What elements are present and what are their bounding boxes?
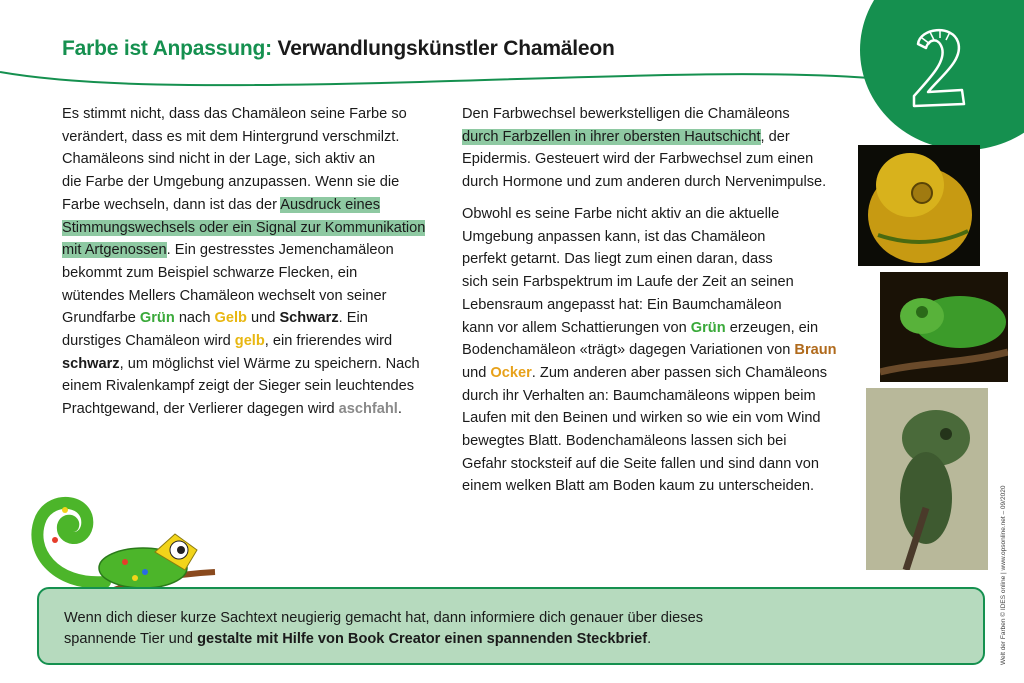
info-box <box>37 587 985 665</box>
text-segment: durstiges Chamäleon wird <box>62 333 235 350</box>
page-title <box>62 37 615 61</box>
title-subject: Verwandlungskünstler Chamäleon <box>271 37 615 60</box>
text-line <box>62 126 425 149</box>
photo-veiled-chameleon <box>866 388 988 570</box>
text-line <box>62 194 425 217</box>
text-line <box>64 629 703 650</box>
text-segment: . Zum anderen aber passen sich Chamäleons <box>531 364 828 381</box>
info-box-text <box>64 608 703 650</box>
text-segment: und <box>462 364 491 381</box>
text-line <box>62 262 425 285</box>
text-segment: , der <box>760 128 790 145</box>
text-segment: bewegtes Blatt. Bodenchamäleons lassen sich bei <box>462 433 787 450</box>
text-line <box>62 148 425 171</box>
text-line <box>462 271 837 294</box>
text-line <box>62 285 425 308</box>
emphasized-text: Schwarz <box>279 310 339 327</box>
text-line <box>462 407 837 430</box>
text-segment: Laufen mit den Beinen und wirken so wie ein vom Wind <box>462 410 821 427</box>
text-line <box>462 385 837 408</box>
text-line <box>462 430 837 453</box>
right-text-paragraph-2 <box>462 203 837 498</box>
emphasized-text: Grün <box>139 310 175 327</box>
text-segment: einem Rivalenkampf zeigt der Sieger sein leuchtendes <box>62 378 415 395</box>
highlighted-text: Stimmungswechsels oder ein Signal zur Kommunikation <box>62 219 426 236</box>
left-text-column <box>62 103 425 421</box>
text-segment: sich sein Farbspektrum im Laufe der Zeit an seinen <box>462 274 794 291</box>
text-line <box>62 171 425 194</box>
emphasized-text: gestalte mit Hilfe von Book Creator einen spannenden Steckbrief <box>197 631 648 647</box>
text-segment: Obwohl es seine Farbe nicht aktiv an die aktuelle <box>462 206 780 222</box>
text-segment: durch Hormone und zum anderen durch Nervenimpulse. <box>462 174 827 191</box>
text-segment: Grundfarbe <box>62 310 140 327</box>
title-underline-wave <box>0 60 880 90</box>
emphasized-text: Ocker <box>490 364 532 381</box>
text-segment: Bodenchamäleon «trägt» dagegen Variationen von <box>462 342 795 359</box>
text-line <box>62 398 425 421</box>
text-line <box>62 375 425 398</box>
text-segment: Gefahr stocksteif auf die Seite fallen und sind dann von <box>462 455 819 472</box>
text-line <box>462 475 837 498</box>
svg-text:2: 2 <box>900 22 901 23</box>
photo-yellow-chameleon <box>858 145 980 266</box>
text-line <box>462 362 837 385</box>
text-line <box>462 103 826 126</box>
text-line <box>462 339 837 362</box>
emphasized-text: Gelb <box>214 310 247 327</box>
text-segment: Chamäleons sind nicht in der Lage, sich aktiv an <box>62 151 376 168</box>
text-segment: bekommt zum Beispiel schwarze Flecken, ein <box>62 264 358 281</box>
text-line <box>462 248 837 271</box>
text-segment: durch ihr Verhalten an: Baumchamäleons wippen beim <box>462 387 816 404</box>
title-topic: Farbe ist Anpassung: <box>62 37 272 60</box>
text-segment: . <box>647 631 652 647</box>
text-segment: Lebensraum angepasst hat: Ein Baumchamäleon <box>462 296 782 313</box>
text-segment: . Ein gestresstes Jemenchamäleon <box>166 242 394 259</box>
text-segment: , um möglichst viel Wärme zu speichern. Nach <box>119 355 420 372</box>
text-segment: einem welken Blatt am Boden kaum zu unterscheiden. <box>462 478 815 495</box>
text-segment: Es stimmt nicht, dass das Chamäleon seine Farbe so <box>62 106 407 122</box>
text-segment: Umgebung anpassen kann, ist das Chamäleon <box>462 228 766 245</box>
highlighted-text: Ausdruck eines <box>280 196 381 213</box>
text-line <box>64 608 703 629</box>
text-line <box>462 148 826 171</box>
text-segment: . <box>397 401 402 418</box>
text-segment: Farbe wechseln, dann ist das der <box>62 196 281 213</box>
text-segment: perfekt getarnt. Das liegt zum einen daran, dass <box>462 251 773 268</box>
emphasized-text: Braun <box>794 342 837 359</box>
text-segment: kann vor allem Schattierungen von <box>462 319 691 336</box>
text-segment: wütendes Mellers Chamäleon wechselt von seiner <box>62 287 387 304</box>
highlighted-text: durch Farbzellen in ihrer obersten Hautschicht <box>462 128 761 145</box>
text-line <box>462 171 826 194</box>
emphasized-text: aschfahl <box>338 401 398 418</box>
text-segment: , ein frierendes wird <box>264 333 393 350</box>
text-segment: Epidermis. Gesteuert wird der Farbwechsel zum einen <box>462 151 814 168</box>
text-line <box>462 317 837 340</box>
text-line <box>462 203 837 226</box>
text-segment: verändert, dass es mit dem Hintergrund verschmilzt. <box>62 128 400 145</box>
text-line <box>62 217 425 240</box>
text-line <box>462 126 826 149</box>
photo-green-chameleon <box>880 272 1008 382</box>
chapter-number-2 <box>900 22 980 112</box>
emphasized-text: schwarz <box>62 355 120 372</box>
text-line <box>62 353 425 376</box>
text-line <box>62 239 425 262</box>
text-segment: Wenn dich dieser kurze Sachtext neugierig gemacht hat, dann informiere dich genauer über dieses <box>64 610 703 626</box>
text-line <box>62 330 425 353</box>
emphasized-text: gelb <box>234 333 265 350</box>
copyright-credit: Welt der Farben © IDES online | www.opsonline.net – 09/2020 <box>1000 485 1007 665</box>
text-segment: spannende Tier und <box>64 631 198 647</box>
text-segment: nach <box>174 310 215 327</box>
text-segment: Den Farbwechsel bewerkstelligen die Chamäleons <box>462 106 790 122</box>
text-segment: die Farbe der Umgebung anzupassen. Wenn sie die <box>62 174 400 191</box>
emphasized-text: Grün <box>690 319 726 336</box>
text-line <box>462 294 837 317</box>
text-segment: erzeugen, ein <box>725 319 819 336</box>
text-segment: . Ein <box>338 310 368 327</box>
highlighted-text: mit Artgenossen <box>62 242 167 259</box>
text-segment: Prachtgewand, der Verlierer dagegen wird <box>62 401 339 418</box>
text-line <box>62 307 425 330</box>
text-line <box>62 103 425 126</box>
text-segment: und <box>246 310 280 327</box>
right-text-paragraph-1 <box>462 103 826 194</box>
text-line <box>462 226 837 249</box>
text-line <box>462 453 837 476</box>
